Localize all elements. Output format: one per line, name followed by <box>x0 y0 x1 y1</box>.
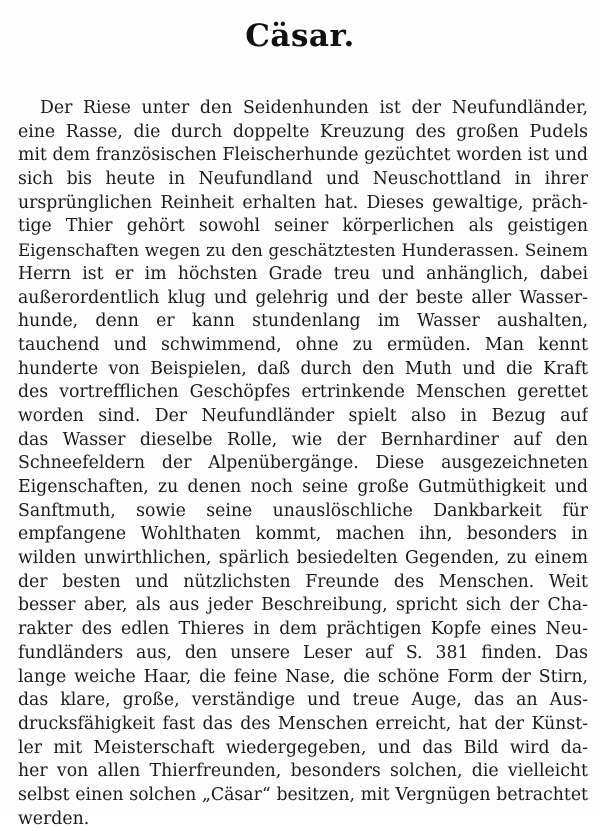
text-line: ursprünglichen Reinheit erhalten hat. Dieses gewaltige, präch- <box>18 192 588 213</box>
text-line: ler mit Meisterschaft wiedergegeben, und das Bild wird da- <box>18 737 588 758</box>
text-line: hunde, denn er kann stundenlang im Wasser aushalten, <box>18 311 588 332</box>
text-line: Der Riese unter den Seidenhunden ist der Neufundländer, <box>40 98 588 118</box>
text-line: Sanftmuth, sowie seine unauslöschliche Dankbarkeit für <box>18 500 588 521</box>
text-line: eine Rasse, die durch doppelte Kreuzung des großen Pudels <box>18 121 588 142</box>
text-line: tige Thier gehört sowohl seiner körperlichen als geistigen <box>18 216 588 237</box>
article-body <box>18 97 588 831</box>
text-line: Schneefeldern der Alpenübergänge. Diese ausgezeichneten <box>18 453 588 474</box>
text-line: besser aber, als aus jeder Beschreibung, spricht sich der Cha- <box>18 595 588 616</box>
text-line: Eigenschaften, zu denen noch seine große Gutmüthigkeit und <box>18 477 588 497</box>
text-line: her von allen Thierfreunden, besonders solchen, die vielleicht <box>18 761 588 782</box>
text-line: selbst einen solchen „Cäsar“ besitzen, mit Vergnügen betrachtet <box>18 784 588 805</box>
text-line: außerordentlich klug und gelehrig und der beste aller Wasser- <box>18 287 588 308</box>
text-line: das klare, große, verständige und treue Auge, das an Aus- <box>18 690 588 711</box>
text-line: Eigenschaften wegen zu den geschätztesten Hunderassen. Seinem <box>18 240 588 261</box>
text-line: empfangene Wohlthaten kommt, machen ihn, besonders in <box>18 524 588 545</box>
text-line: lange weiche Haar, die feine Nase, die schöne Form der Stirn, <box>18 666 588 687</box>
text-line: Herrn ist er im höchsten Grade treu und anhänglich, dabei <box>18 263 588 284</box>
text-line: fundländers aus, den unsere Leser auf S. 381 finden. Das <box>18 642 588 663</box>
text-line: tauchend und schwimmend, ohne zu ermüden. Man kennt <box>18 334 588 355</box>
text-line: wilden unwirthlichen, spärlich besiedelten Gegenden, zu einem <box>18 548 588 569</box>
text-line: drucksfähigkeit fast das des Menschen erreicht, hat der Künst- <box>18 713 588 734</box>
text-line: hunderte von Beispielen, daß durch den Muth und die Kraft <box>18 358 588 379</box>
article-title: Cäsar. <box>245 18 355 54</box>
text-line: rakter des edlen Thieres in dem prächtigen Kopfe eines Neu- <box>18 619 588 640</box>
text-line: sich bis heute in Neufundland und Neuschottland in ihrer <box>18 169 588 190</box>
text-line: das Wasser dieselbe Rolle, wie der Bernhardiner auf den <box>18 429 588 450</box>
text-line: mit dem französischen Fleischerhunde gezüchtet worden ist und <box>18 145 588 166</box>
text-line: worden sind. Der Neufundländer spielt also in Bezug auf <box>18 405 588 426</box>
text-line: werden. <box>18 808 90 829</box>
text-line: der besten und nützlichsten Freunde des Menschen. Weit <box>18 571 588 592</box>
text-line: des vortrefflichen Geschöpfes ertrinkende Menschen gerettet <box>18 382 588 403</box>
